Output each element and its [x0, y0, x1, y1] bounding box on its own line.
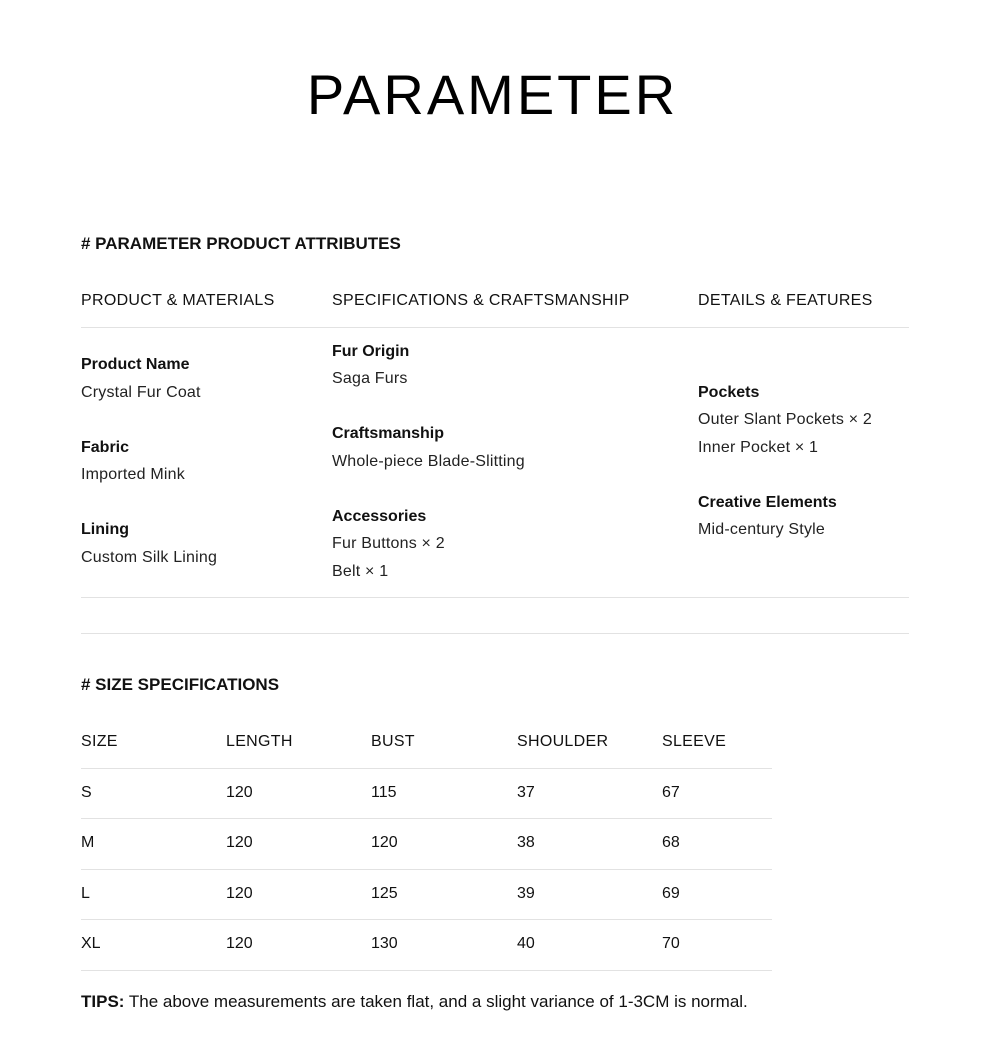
table-cell-length: 120	[226, 784, 253, 801]
table-cell-sleeve: 67	[662, 784, 680, 801]
fur-origin-label: Fur Origin	[332, 343, 410, 360]
table-divider	[81, 869, 772, 870]
table-cell-shoulder: 37	[517, 784, 535, 801]
divider	[81, 597, 909, 598]
table-divider	[81, 970, 772, 971]
size-header-length: LENGTH	[226, 733, 293, 750]
fabric-value: Imported Mink	[81, 466, 185, 483]
table-cell-sleeve: 70	[662, 935, 680, 952]
page-title: PARAMETER	[306, 63, 679, 126]
table-cell-bust: 115	[371, 784, 397, 801]
column-header-specifications: SPECIFICATIONS & CRAFTSMANSHIP	[332, 292, 630, 309]
fabric-label: Fabric	[81, 439, 130, 456]
table-cell-shoulder: 39	[517, 885, 535, 902]
table-cell-bust: 120	[371, 834, 398, 851]
tips-text: The above measurements are taken flat, and a slight variance of 1-3CM is normal.	[124, 992, 748, 1011]
size-header-sleeve: SLEEVE	[662, 733, 727, 750]
divider	[81, 633, 909, 634]
table-cell-sleeve: 68	[662, 834, 680, 851]
table-cell-size: XL	[81, 935, 101, 952]
table-divider	[81, 818, 772, 819]
pockets-label: Pockets	[698, 384, 760, 401]
table-cell-size: M	[81, 834, 95, 851]
accessories-label: Accessories	[332, 508, 427, 525]
table-cell-length: 120	[226, 885, 253, 902]
craftsmanship-value: Whole-piece Blade-Slitting	[332, 453, 525, 470]
product-name-value: Crystal Fur Coat	[81, 384, 201, 401]
size-header-shoulder: SHOULDER	[517, 733, 609, 750]
accessories-value-buttons: Fur Buttons × 2	[332, 535, 445, 552]
fur-origin-value: Saga Furs	[332, 370, 408, 387]
divider	[81, 327, 909, 328]
column-header-details: DETAILS & FEATURES	[698, 292, 873, 309]
size-header-bust: BUST	[371, 733, 415, 750]
table-cell-size: S	[81, 784, 92, 801]
table-cell-length: 120	[226, 935, 253, 952]
table-cell-bust: 130	[371, 935, 398, 952]
table-cell-sleeve: 69	[662, 885, 680, 902]
accessories-value-belt: Belt × 1	[332, 563, 389, 580]
pockets-value-inner: Inner Pocket × 1	[698, 439, 819, 456]
size-header-size: SIZE	[81, 733, 118, 750]
tips-label: TIPS:	[81, 992, 125, 1011]
tips-note	[81, 992, 748, 1012]
product-name-label: Product Name	[81, 356, 190, 373]
attributes-heading: # PARAMETER PRODUCT ATTRIBUTES	[81, 234, 401, 253]
lining-value: Custom Silk Lining	[81, 549, 218, 566]
creative-elements-label: Creative Elements	[698, 494, 837, 511]
table-cell-shoulder: 40	[517, 935, 535, 952]
lining-label: Lining	[81, 521, 129, 538]
pockets-value-outer: Outer Slant Pockets × 2	[698, 411, 873, 428]
table-divider	[81, 919, 772, 920]
column-header-product-materials: PRODUCT & MATERIALS	[81, 292, 275, 309]
creative-elements-value: Mid-century Style	[698, 521, 825, 538]
table-divider	[81, 768, 772, 769]
table-cell-shoulder: 38	[517, 834, 535, 851]
table-cell-length: 120	[226, 834, 253, 851]
size-specifications-heading: # SIZE SPECIFICATIONS	[81, 675, 280, 694]
table-cell-size: L	[81, 885, 90, 902]
craftsmanship-label: Craftsmanship	[332, 425, 445, 442]
table-cell-bust: 125	[371, 885, 398, 902]
